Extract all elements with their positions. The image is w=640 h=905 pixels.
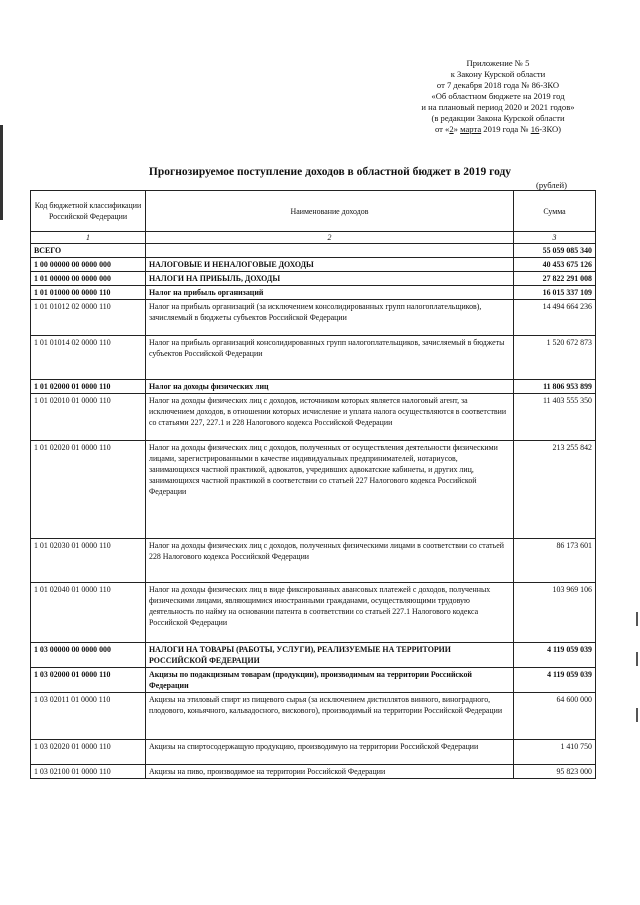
header-amount: Сумма [514, 191, 596, 232]
row-amount: 103 969 106 [514, 583, 596, 643]
table-row [31, 380, 596, 394]
table-row [31, 286, 596, 300]
row-name: НАЛОГИ НА ПРИБЫЛЬ, ДОХОДЫ [146, 272, 514, 286]
table-row [31, 765, 596, 779]
row-name: Акцизы на пиво, производимое на территории Российской Федерации [146, 765, 514, 779]
row-code: 1 01 01014 02 0000 110 [31, 336, 146, 380]
row-amount: 1 410 750 [514, 740, 596, 765]
column-index: 1 [31, 232, 146, 244]
column-index: 3 [514, 232, 596, 244]
table-row [31, 258, 596, 272]
table-row [31, 272, 596, 286]
row-code: ВСЕГО [31, 244, 146, 258]
header-code: Код бюджетной классификации Российской Федерации [31, 191, 146, 232]
row-amount: 27 822 291 008 [514, 272, 596, 286]
document-title: Прогнозируемое поступление доходов в областной бюджет в 2019 году [148, 166, 512, 178]
table-row [31, 539, 596, 583]
row-name: Налог на прибыль организаций (за исключением консолидированных групп налогоплательщиков), зачисляемый в бюджеты субъектов Российской Федерации [146, 300, 514, 336]
row-name: Налог на прибыль организаций [146, 286, 514, 300]
row-code: 1 03 02011 01 0000 110 [31, 693, 146, 740]
row-name: НАЛОГИ НА ТОВАРЫ (РАБОТЫ, УСЛУГИ), РЕАЛИЗУЕМЫЕ НА ТЕРРИТОРИИ РОССИЙСКОЙ ФЕДЕРАЦИИ [146, 643, 514, 668]
column-index: 2 [146, 232, 514, 244]
row-amount: 86 173 601 [514, 539, 596, 583]
appendix-header [388, 58, 608, 135]
appendix-line: от 7 декабря 2018 года № 86-ЗКО [436, 80, 560, 90]
row-name: Налог на прибыль организаций консолидированных групп налогоплательщиков, зачисляемый в бюджеты субъектов Российской Федерации [146, 336, 514, 380]
table-row [31, 441, 596, 539]
table-row [31, 300, 596, 336]
row-amount: 213 255 842 [514, 441, 596, 539]
appendix-line: «Об областном бюджете на 2019 год [431, 91, 565, 101]
scan-mark [636, 652, 638, 666]
row-name: Налог на доходы физических лиц с доходов, полученных физическими лицами в соответствии со статьей 228 Налогового кодекса Российской Федерации [146, 539, 514, 583]
column-index-row [31, 232, 596, 244]
units-label: (рублей) [536, 180, 567, 190]
table-row [31, 693, 596, 740]
revenue-table [30, 190, 596, 779]
row-name: Налог на доходы физических лиц [146, 380, 514, 394]
row-code: 1 00 00000 00 0000 000 [31, 258, 146, 272]
row-name: Акцизы на спиртосодержащую продукцию, производимую на территории Российской Федерации [146, 740, 514, 765]
row-amount: 40 453 675 126 [514, 258, 596, 272]
row-code: 1 01 02040 01 0000 110 [31, 583, 146, 643]
row-code: 1 01 02000 01 0000 110 [31, 380, 146, 394]
row-amount: 11 806 953 899 [514, 380, 596, 394]
row-code: 1 01 02020 01 0000 110 [31, 441, 146, 539]
row-code: 1 01 02030 01 0000 110 [31, 539, 146, 583]
row-amount: 55 059 085 340 [514, 244, 596, 258]
table-row [31, 668, 596, 693]
header-name: Наименование доходов [146, 191, 514, 232]
row-code: 1 03 00000 00 0000 000 [31, 643, 146, 668]
scan-mark [636, 708, 638, 722]
row-amount: 95 823 000 [514, 765, 596, 779]
row-code: 1 01 01012 02 0000 110 [31, 300, 146, 336]
row-amount: 11 403 555 350 [514, 394, 596, 441]
row-code: 1 01 02010 01 0000 110 [31, 394, 146, 441]
row-name: Акцизы на этиловый спирт из пищевого сырья (за исключением дистиллятов винного, виноградного, плодового, коньячного, кальвадосного, вискового), производимый на территории Российской Федерации [146, 693, 514, 740]
page-edge-mark [0, 125, 3, 220]
row-name: Налог на доходы физических лиц с доходов, полученных от осуществления деятельности физическими лицами, зарегистрированными в качестве индивидуальных предпринимателей, нотариусов, занимающихся частной практикой, адвокатов, учредивших адвокатские кабинеты, и других лиц, занимающихся частной практикой в соответствии со статьей 227 Налогового кодекса Российской Федерации [146, 441, 514, 539]
appendix-line: Приложение № 5 [466, 58, 530, 68]
table-row [31, 583, 596, 643]
appendix-day: 2 [449, 124, 454, 134]
table-row [31, 643, 596, 668]
row-amount: 4 119 059 039 [514, 643, 596, 668]
row-name: Акцизы по подакцизным товарам (продукции), производимым на территории Российской Федерации [146, 668, 514, 693]
row-code: 1 01 01000 00 0000 110 [31, 286, 146, 300]
row-code: 1 03 02020 01 0000 110 [31, 740, 146, 765]
row-code: 1 01 00000 00 0000 000 [31, 272, 146, 286]
row-amount: 1 520 672 873 [514, 336, 596, 380]
row-amount: 4 119 059 039 [514, 668, 596, 693]
table-row [31, 336, 596, 380]
appendix-date-line: от «2» марта 2019 года № 16-ЗКО) [434, 124, 562, 134]
row-amount: 16 015 337 109 [514, 286, 596, 300]
scan-mark [636, 612, 638, 626]
row-name: Налог на доходы физических лиц в виде фиксированных авансовых платежей с доходов, полученных физическими лицами, являющимися иностранными гражданами, осуществляющими трудовую деятельность по найму на основании патента в соответствии со статьей 227.1 Налогового кодекса Российской Федерации [146, 583, 514, 643]
appendix-line: к Закону Курской области [450, 69, 546, 79]
appendix-line: и на плановый период 2020 и 2021 годов» [421, 102, 575, 112]
row-name [146, 244, 514, 258]
row-name: НАЛОГОВЫЕ И НЕНАЛОГОВЫЕ ДОХОДЫ [146, 258, 514, 272]
row-amount: 14 494 664 236 [514, 300, 596, 336]
row-code: 1 03 02000 01 0000 110 [31, 668, 146, 693]
row-amount: 64 600 000 [514, 693, 596, 740]
appendix-month: марта [460, 124, 482, 134]
appendix-line: (в редакции Закона Курской области [431, 113, 565, 123]
table-row [31, 244, 596, 258]
appendix-number: 16 [530, 124, 540, 134]
table-row [31, 394, 596, 441]
row-code: 1 03 02100 01 0000 110 [31, 765, 146, 779]
table-row [31, 740, 596, 765]
row-name: Налог на доходы физических лиц с доходов, источником которых является налоговый агент, за исключением доходов, в отношении которых исчисление и уплата налога осуществляются в соответствии со статьями 227, 227.1 и 228 Налогового кодекса Российской Федерации [146, 394, 514, 441]
